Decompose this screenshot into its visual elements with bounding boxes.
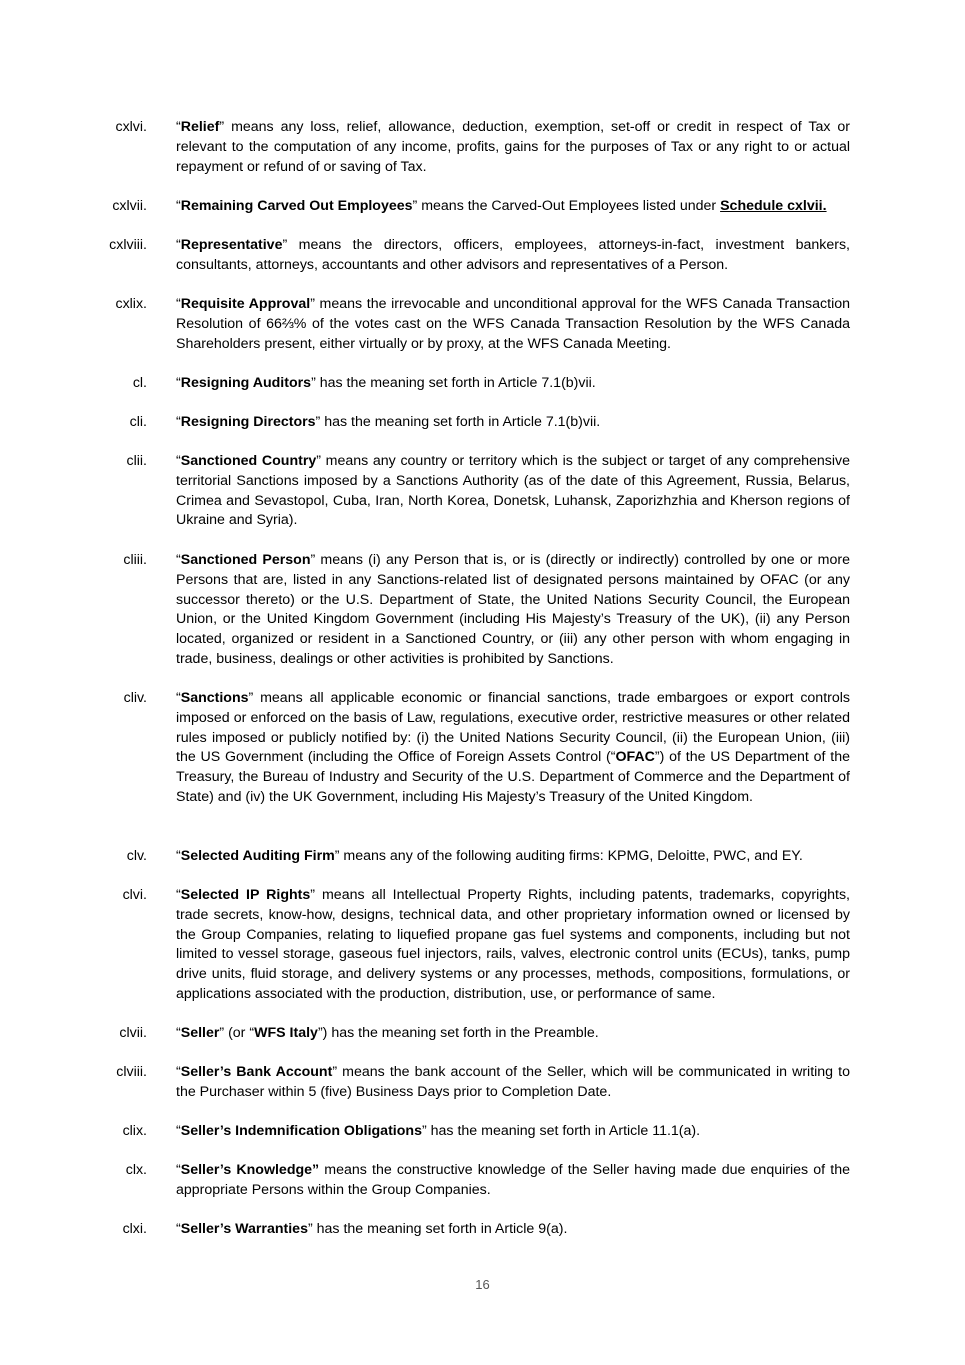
definition-text: “Sanctioned Person” means (i) any Person that is, or is (directly or indirectly) controlled by one or more Persons that are, listed in any Sanctions-related list of designated persons maintained by OFAC (or any successor thereto) or the U.S. Department of State, the United Nations Security Council, the European Union, or the United Kingdom Government (including His Majesty’s Treasury of the UK), (ii) any Person located, organized or resident in a Sanctioned Country, or (iii) any other person with whom engaging in trade, business, dealings or other activities is prohibited by Sanctions. bbox=[176, 552, 850, 667]
definition-number: cxlvii. bbox=[112, 198, 147, 214]
defined-term: Representative bbox=[180, 237, 283, 253]
defined-term: Resigning Auditors bbox=[180, 375, 312, 391]
definition-item bbox=[95, 1161, 850, 1201]
defined-term: Sanctions bbox=[180, 690, 249, 706]
defined-term: Remaining Carved Out Employees bbox=[180, 198, 413, 214]
definition-number: cl. bbox=[132, 375, 147, 391]
definition-number: clvii. bbox=[119, 1025, 147, 1041]
defined-term: Seller bbox=[180, 1025, 220, 1041]
defined-term: Requisite Approval bbox=[180, 296, 311, 312]
defined-term: WFS Italy bbox=[254, 1025, 318, 1041]
definition-number: cxlviii. bbox=[109, 237, 147, 253]
definition-number: cliii. bbox=[123, 552, 147, 568]
defined-term: Relief bbox=[180, 119, 220, 135]
definition-item bbox=[95, 847, 850, 867]
definition-item bbox=[95, 236, 850, 276]
schedule-reference: Schedule cxlvii. bbox=[720, 198, 827, 214]
defined-term: Seller’s Knowledge bbox=[180, 1162, 313, 1178]
defined-term: Seller’s Bank Account bbox=[180, 1064, 333, 1080]
definition-item bbox=[95, 1024, 850, 1044]
definition-number: clii. bbox=[126, 453, 147, 469]
definition-item bbox=[95, 689, 850, 808]
definition-text: “Seller” (or “WFS Italy”) has the meaning set forth in the Preamble. bbox=[176, 1025, 599, 1041]
definition-item bbox=[95, 886, 850, 1005]
definition-number: cxlix. bbox=[115, 296, 147, 312]
definition-text: “Seller’s Warranties” has the meaning set forth in Article 9(a). bbox=[176, 1221, 568, 1237]
definition-text: “Seller’s Indemnification Obligations” has the meaning set forth in Article 11.1(a). bbox=[176, 1123, 701, 1139]
definition-text: “Sanctioned Country” means any country or territory which is the subject or target of any comprehensive territorial Sanctions imposed by a Sanctions Authority (as of the date of this Agreement, Russia, Belarus, Crimea and Sevastopol, Cuba, Iran, North Korea, Donetsk, Luhansk, Zaporizhzhia and Kherson regions of Ukraine and Syria). bbox=[176, 453, 850, 529]
definition-number: clx. bbox=[125, 1162, 147, 1178]
definition-item bbox=[95, 374, 850, 394]
definition-item bbox=[95, 295, 850, 354]
definition-item bbox=[95, 118, 850, 177]
definition-text: “Relief” means any loss, relief, allowance, deduction, exemption, set-off or credit in respect of Tax or relevant to the computation of any income, profits, gains for the purposes of Tax or any right to or actual repayment or refund of or saving of Tax. bbox=[176, 119, 850, 175]
definition-text: “Representative” means the directors, officers, employees, attorneys-in-fact, investment bankers, consultants, attorneys, accountants and other advisors and representatives of a Person. bbox=[176, 237, 850, 273]
definition-text: “Resigning Directors” has the meaning set forth in Article 7.1(b)vii. bbox=[176, 414, 601, 430]
definition-text: “Requisite Approval” means the irrevocable and unconditional approval for the WFS Canada Transaction Resolution of 66⅔% of the votes cast on the WFS Canada Transaction Resolution by the WFS Canada Shareholders present, either virtually or by proxy, at the WFS Canada Meeting. bbox=[176, 296, 851, 352]
definition-item bbox=[95, 197, 850, 217]
definition-item bbox=[95, 413, 850, 433]
definition-text: “Selected IP Rights” means all Intellectual Property Rights, including patents, trademarks, copyrights, trade secrets, know-how, designs, technical data, and other proprietary information owned or licensed by the Group Companies, relating to liquefied propane gas fuel systems and components, including but not limited to vessel storage, gaseous fuel injectors, rails, valves, electronic control units (ECUs), tanks, pump drive units, fluid storage, and delivery systems or any processes, methods, compositions, formulations, or applications associated with the production, distribution, use, or performance of same. bbox=[176, 887, 850, 1002]
definition-number: cliv. bbox=[123, 690, 147, 706]
definition-item bbox=[95, 1122, 850, 1142]
defined-term: Selected IP Rights bbox=[180, 887, 311, 903]
definition-text: “Selected Auditing Firm” means any of the following auditing firms: KPMG, Deloitte, PWC, and EY. bbox=[176, 848, 803, 864]
definition-number: clviii. bbox=[116, 1064, 147, 1080]
definition-text: “Sanctions” means all applicable economic or financial sanctions, trade embargoes or export controls imposed or enforced on the basis of Law, regulations, executive order, restrictive measures or other related rules imposed or publicly notified by: (i) the United Nations Security Council, (ii) the European Union, (iii) the US Government (including the Office of Foreign Assets Control (“OFAC”) of the US Department of the Treasury, the Bureau of Industry and Security of the U.S. Department of Commerce and the Department of State) and (iv) the UK Government, including His Majesty’s Treasury of the United Kingdom. bbox=[176, 690, 850, 805]
definition-item bbox=[95, 1063, 850, 1103]
definition-item bbox=[95, 551, 850, 670]
defined-term: Seller’s Warranties bbox=[180, 1221, 308, 1237]
defined-term: Resigning Directors bbox=[180, 414, 316, 430]
definition-text: “Seller’s Bank Account” means the bank account of the Seller, which will be communicated in writing to the Purchaser within 5 (five) Business Days prior to Completion Date. bbox=[176, 1064, 850, 1100]
definition-number: cli. bbox=[129, 414, 147, 430]
definition-item bbox=[95, 1220, 850, 1240]
defined-term: Sanctioned Country bbox=[180, 453, 317, 469]
definition-number: clix. bbox=[122, 1123, 147, 1139]
definition-number: clxi. bbox=[122, 1221, 147, 1237]
defined-term: OFAC bbox=[615, 749, 655, 766]
definition-number: clv. bbox=[126, 848, 147, 864]
page-number: 16 bbox=[475, 1277, 490, 1292]
defined-term: Seller’s Indemnification Obligations bbox=[180, 1123, 422, 1139]
definition-item bbox=[95, 452, 850, 531]
definition-text: “Resigning Auditors” has the meaning set forth in Article 7.1(b)vii. bbox=[176, 375, 596, 391]
definition-number: clvi. bbox=[122, 887, 147, 903]
definition-number: cxlvi. bbox=[115, 119, 147, 135]
definition-text: “Remaining Carved Out Employees” means the Carved-Out Employees listed under Schedule cxlvii. bbox=[176, 198, 827, 214]
definition-text: “Seller’s Knowledge” means the constructive knowledge of the Seller having made due enquiries of the appropriate Persons within the Group Companies. bbox=[176, 1162, 850, 1198]
defined-term: Selected Auditing Firm bbox=[180, 848, 335, 864]
defined-term: Sanctioned Person bbox=[180, 552, 311, 568]
